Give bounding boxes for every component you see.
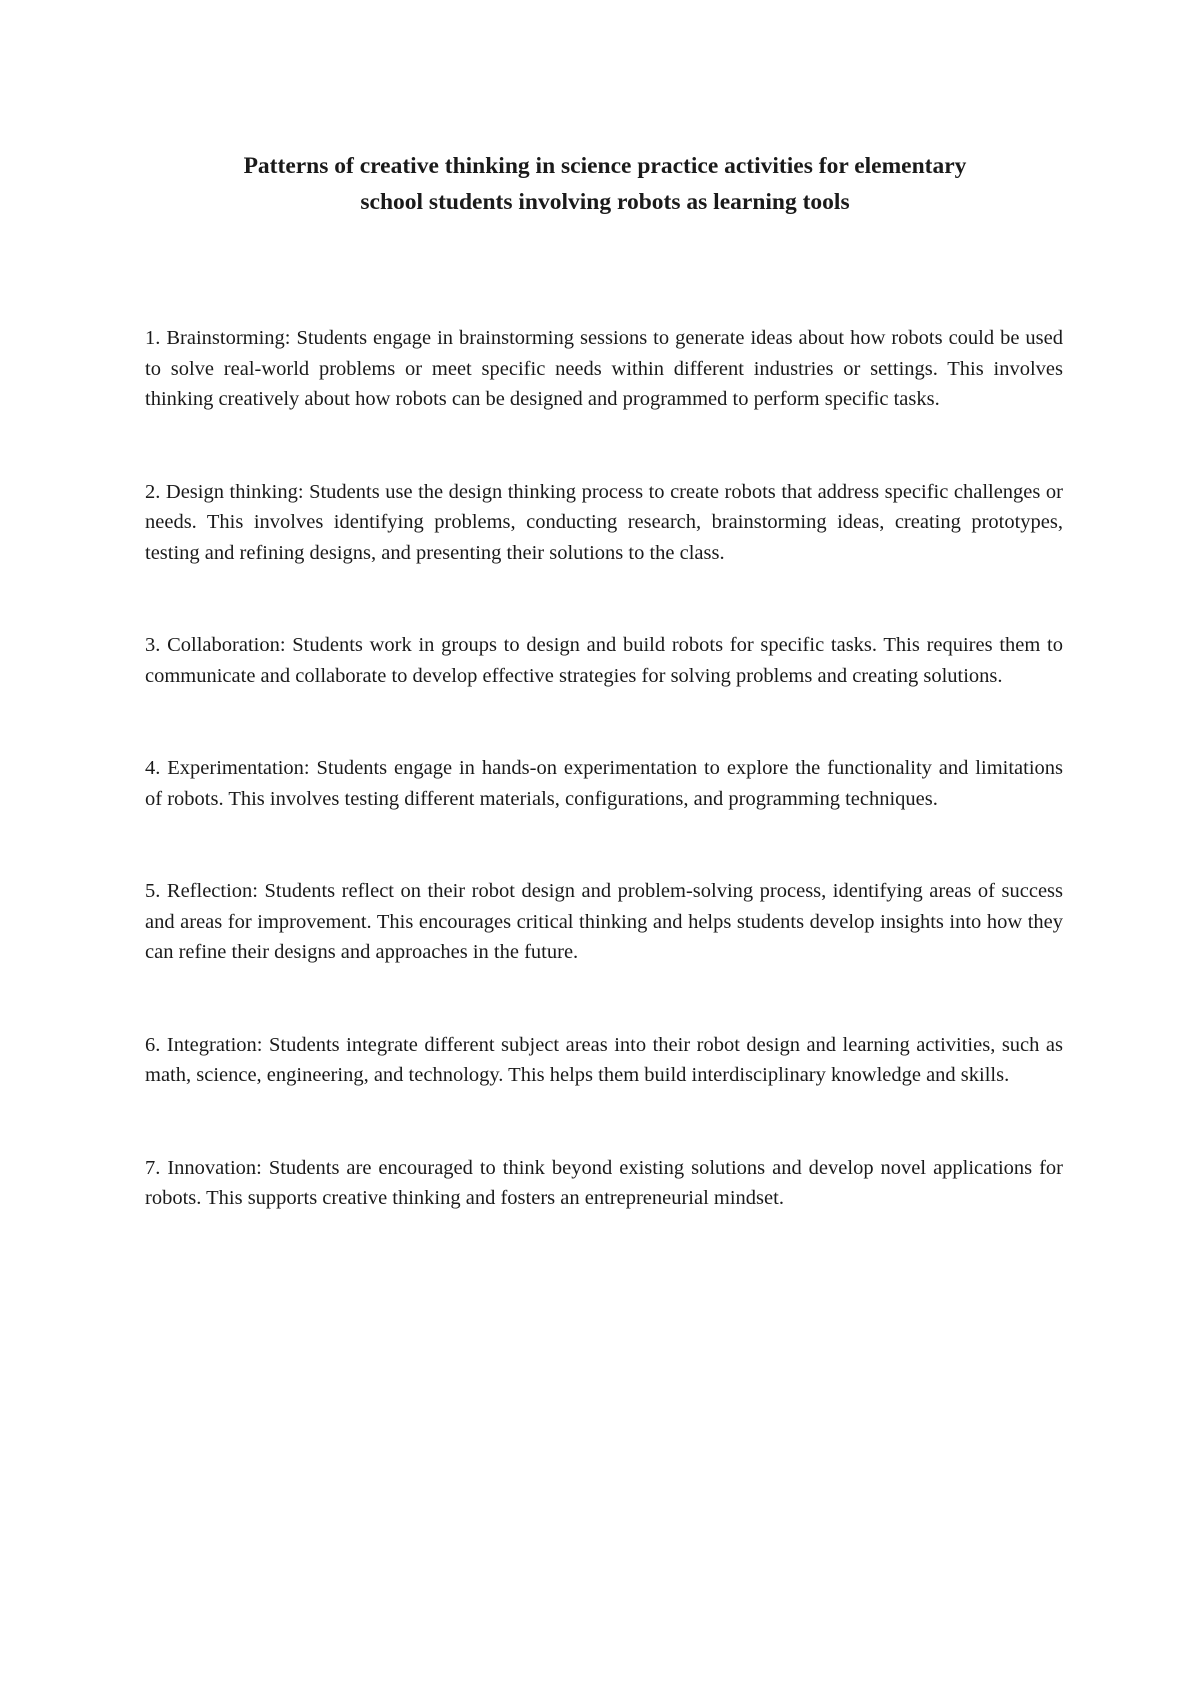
pattern-list [145,323,1063,1276]
list-item-reflection: 5. Reflection: Students reflect on their robot design and problem-solving process, identifying areas of success and areas for improvement. This encourages critical thinking and helps students develop insights into how they can refine their designs and approaches in the future. [145,880,1063,963]
list-item-collaboration: 3. Collaboration: Students work in groups to design and build robots for specific tasks. This requires them to communicate and collaborate to develop effective strategies for solving problems and creating solutions. [145,634,1063,687]
title-line-1: Patterns of creative thinking in science practice activities for elementary [243,153,967,179]
list-item-brainstorming: 1. Brainstorming: Students engage in brainstorming sessions to generate ideas about how robots could be used to solve real-world problems or meet specific needs within different industries or settings. This involves thinking creatively about how robots can be designed and programmed to perform specific tasks. [145,327,1063,410]
list-item-design-thinking: 2. Design thinking: Students use the design thinking process to create robots that address specific challenges or needs. This involves identifying problems, conducting research, brainstorming ideas, creating prototypes, testing and refining designs, and presenting their solutions to the class. [145,480,1063,564]
title-line-2: school students involving robots as learning tools [360,189,850,215]
list-item-integration: 6. Integration: Students integrate different subject areas into their robot design and learning activities, such as math, science, engineering, and technology. This helps them build interdisciplinary knowledge and skills. [145,1033,1063,1086]
list-item-experimentation: 4. Experimentation: Students engage in hands-on experimentation to explore the functionality and limitations of robots. This involves testing different materials, configurations, and programming techniques. [145,757,1063,810]
document-title [145,148,1065,220]
list-item-innovation: 7. Innovation: Students are encouraged to think beyond existing solutions and develop novel applications for robots. This supports creative thinking and fosters an entrepreneurial mindset. [145,1156,1063,1209]
